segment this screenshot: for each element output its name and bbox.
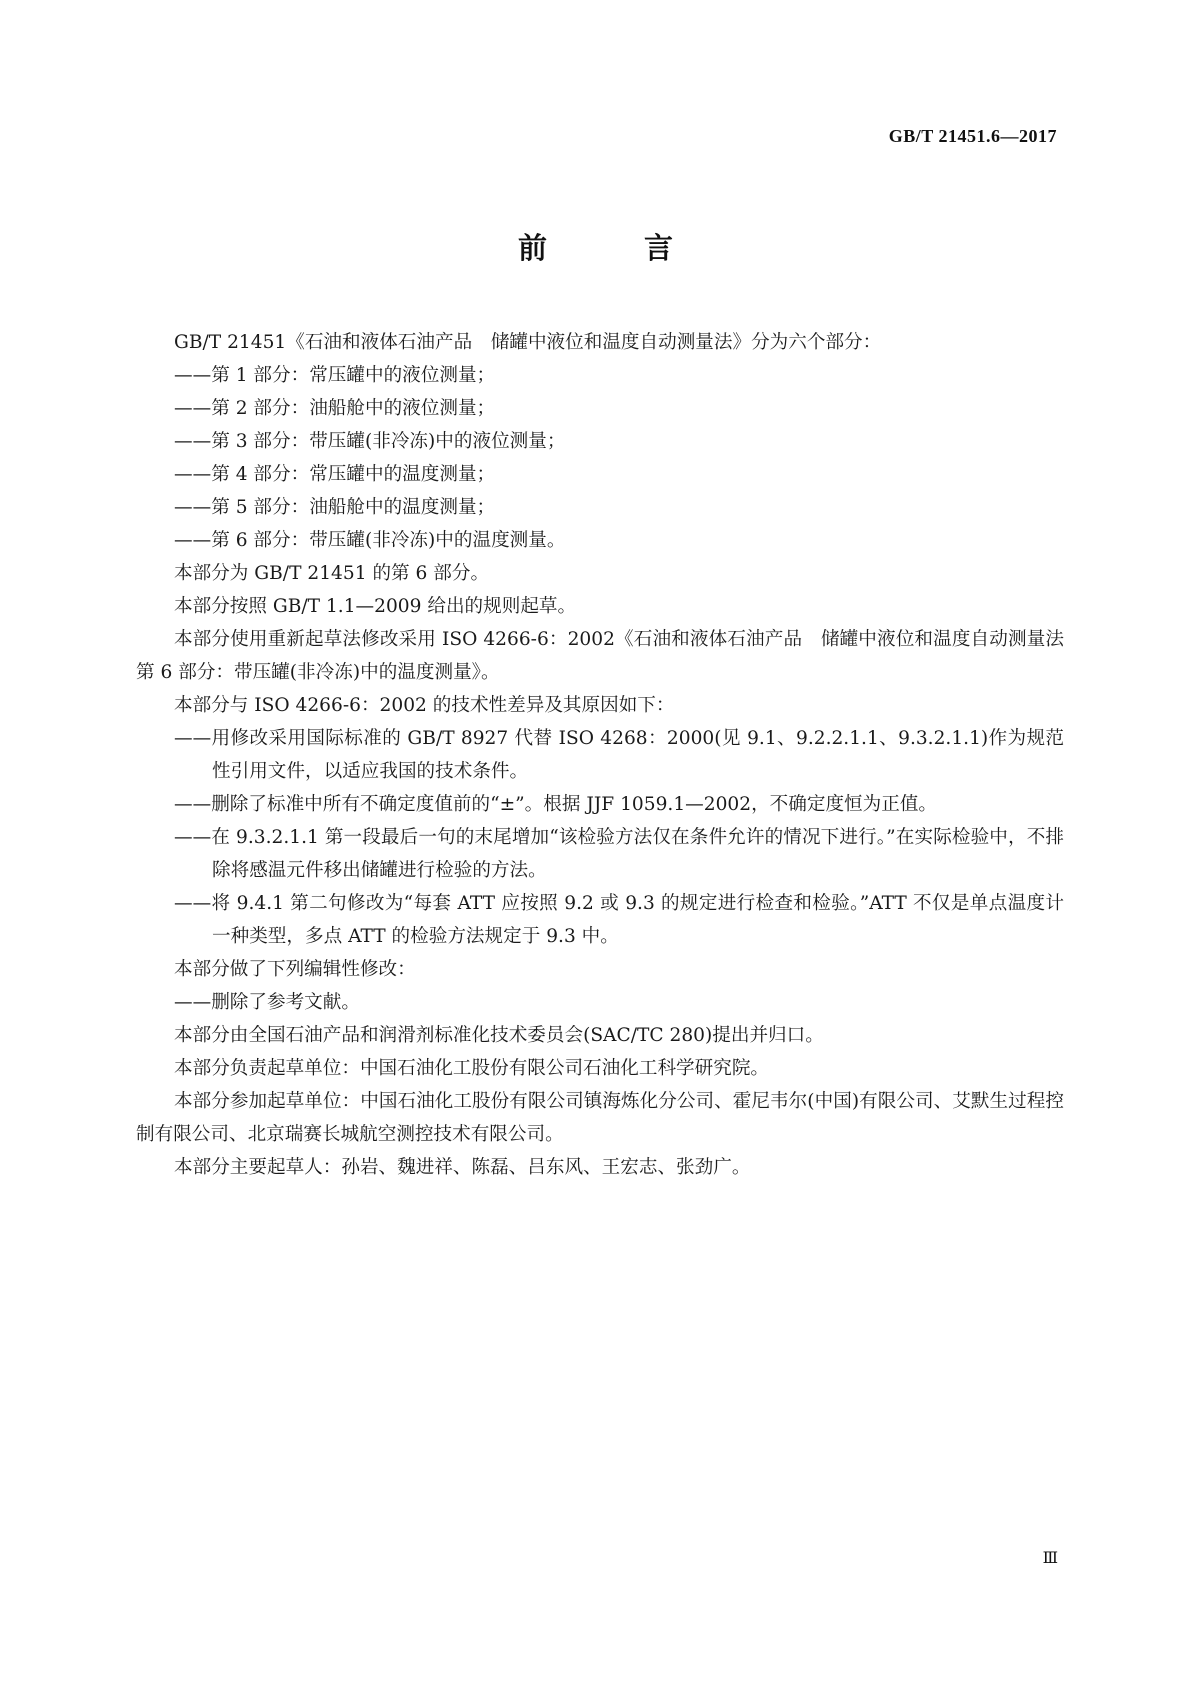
editorial-changes-paragraph: 本部分做了下列编辑性修改： xyxy=(174,959,416,980)
difference-item-3: ——在 9.3.2.1.1 第一段最后一句的末尾增加“该检验方法仅在条件允许的情况下进行。”在实际检验中，不排除将感温元件移出储罐进行检验的方法。 xyxy=(174,827,1064,881)
list-item-part-4: ——第 4 部分：常压罐中的温度测量； xyxy=(174,464,496,485)
drafting-rules-paragraph: 本部分按照 GB/T 1.1—2009 给出的规则起草。 xyxy=(174,596,577,617)
difference-item-1: ——用修改采用国际标准的 GB/T 8927 代替 ISO 4268：2000(见 9.1、9.2.2.1.1、9.3.2.1.1)作为规范性引用文件，以适应我国的技术条件。 xyxy=(174,728,1064,782)
participating-drafters-paragraph: 本部分参加起草单位：中国石油化工股份有限公司镇海炼化分公司、霍尼韦尔(中国)有限公司、艾默生过程控制有限公司、北京瑞赛长城航空测控技术有限公司。 xyxy=(136,1091,1064,1145)
part-statement-paragraph: 本部分为 GB/T 21451 的第 6 部分。 xyxy=(174,563,490,584)
editorial-item-1: ——删除了参考文献。 xyxy=(174,992,360,1013)
proposer-paragraph: 本部分由全国石油产品和润滑剂标准化技术委员会(SAC/TC 280)提出并归口。 xyxy=(174,1025,824,1046)
intro-paragraph: GB/T 21451《石油和液体石油产品 储罐中液位和温度自动测量法》分为六个部分： xyxy=(174,332,882,353)
main-drafters-paragraph: 本部分主要起草人：孙岩、魏进祥、陈磊、吕东风、王宏志、张劲广。 xyxy=(174,1157,751,1178)
list-item-part-6: ——第 6 部分：带压罐(非冷冻)中的温度测量。 xyxy=(174,530,566,551)
list-item-part-1: ——第 1 部分：常压罐中的液位测量； xyxy=(174,365,496,386)
page-number: Ⅲ xyxy=(1042,1550,1057,1567)
page-title: 前 言 xyxy=(517,231,707,265)
difference-item-4: ——将 9.4.1 第二句修改为“每套 ATT 应按照 9.2 或 9.3 的规定进行检查和检验。”ATT 不仅是单点温度计一种类型，多点 ATT 的检验方法规定于 9.3 中。 xyxy=(174,893,1064,947)
list-item-part-3: ——第 3 部分：带压罐(非冷冻)中的液位测量； xyxy=(174,431,566,452)
list-item-part-2: ——第 2 部分：油船舱中的液位测量； xyxy=(174,398,496,419)
differences-intro-paragraph: 本部分与 ISO 4266-6：2002 的技术性差异及其原因如下： xyxy=(174,695,675,716)
difference-item-2: ——删除了标准中所有不确定度值前的“±”。根据 JJF 1059.1—2002，不确定度恒为正值。 xyxy=(174,794,938,815)
adoption-paragraph: 本部分使用重新起草法修改采用 ISO 4266-6：2002《石油和液体石油产品 储罐中液位和温度自动测量法 第 6 部分：带压罐(非冷冻)中的温度测量》。 xyxy=(136,629,1083,683)
responsible-drafter-paragraph: 本部分负责起草单位：中国石油化工股份有限公司石油化工科学研究院。 xyxy=(174,1058,770,1079)
foreword-body xyxy=(136,326,1083,1184)
standard-code: GB/T 21451.6—2017 xyxy=(888,126,1057,146)
list-item-part-5: ——第 5 部分：油船舱中的温度测量； xyxy=(174,497,496,518)
